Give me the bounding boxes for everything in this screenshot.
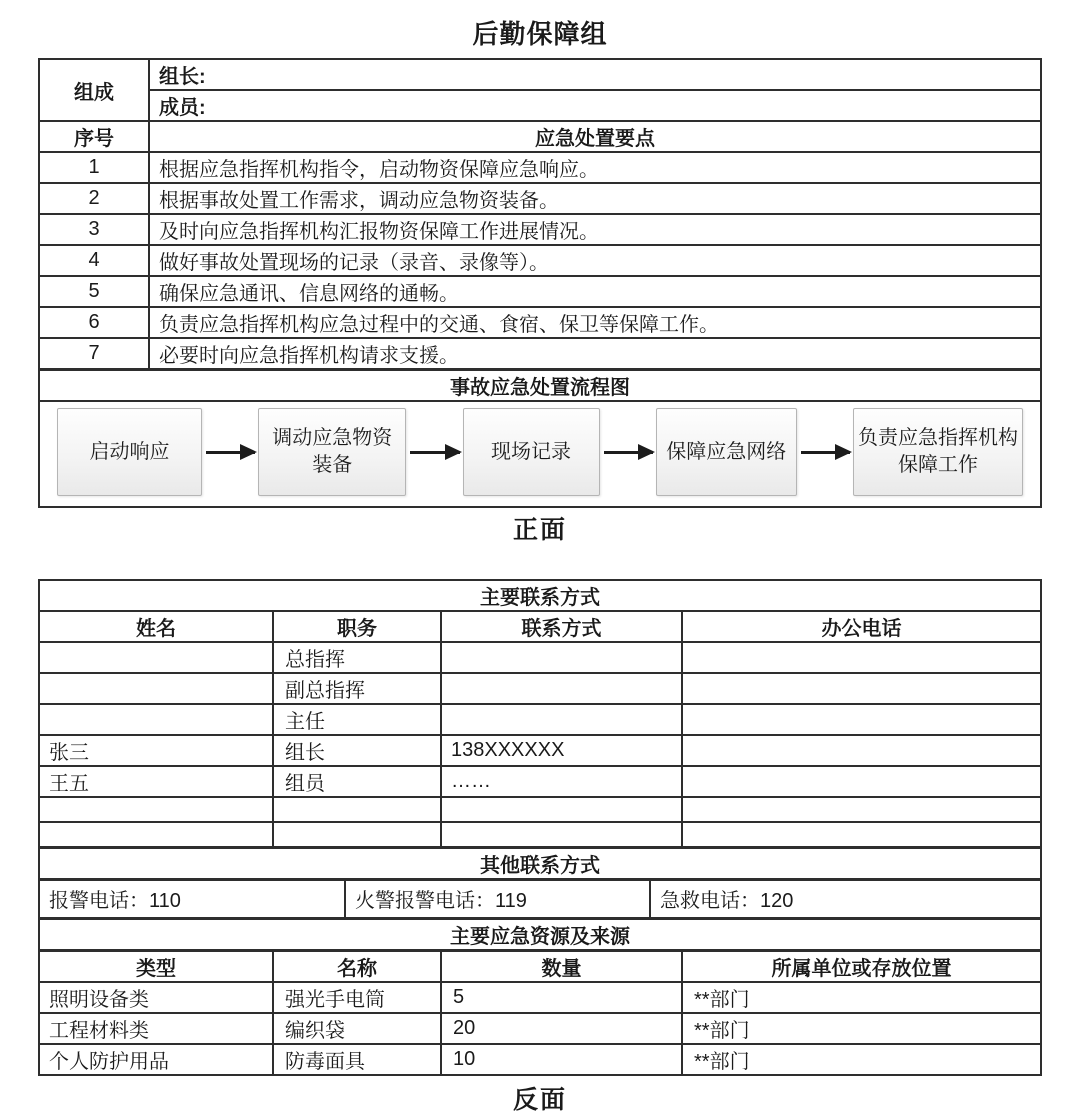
point-text: 做好事故处置现场的记录（录音、录像等）。: [149, 245, 1041, 276]
contact-role: [273, 797, 441, 822]
flow-step-mobilize-supplies: 调动应急物资 装备: [258, 408, 406, 496]
point-text: 负责应急指挥机构应急过程中的交通、食宿、保卫等保障工作。: [149, 307, 1041, 338]
back-side-label: 反面: [512, 1085, 567, 1114]
ambulance-phone: 急救电话：120: [649, 881, 1040, 917]
index-header: 序号: [39, 121, 149, 152]
resource-type: 照明设备类: [39, 982, 273, 1013]
resource-location: **部门: [682, 1044, 1041, 1075]
point-text: 根据事故处置工作需求，调动应急物资装备。: [149, 183, 1041, 214]
contact-office: [682, 735, 1041, 766]
contact-number: [441, 704, 682, 735]
flow-step-secure-network: 保障应急网络: [656, 408, 797, 496]
contact-name: [39, 642, 273, 673]
other-contacts-title-row: [39, 847, 1041, 879]
resource-location: **部门: [682, 982, 1041, 1013]
resource-row-3: [39, 1044, 1041, 1075]
col-header-name: 名称: [273, 950, 441, 982]
col-header-location: 所属单位或存放位置: [682, 950, 1041, 982]
flow-step-scene-record: 现场记录: [463, 408, 600, 496]
back-card-table: [38, 579, 1042, 1076]
leader-field: 组长:: [149, 59, 1041, 90]
contact-name: [39, 797, 273, 822]
point-no: 4: [39, 245, 149, 276]
point-no: 2: [39, 183, 149, 214]
front-card-table: [38, 58, 1042, 508]
point-no: 3: [39, 214, 149, 245]
contact-office: [682, 797, 1041, 822]
front-card-title: 后勤保障组: [472, 19, 608, 49]
resource-type: 工程材料类: [39, 1013, 273, 1044]
points-header-row: [39, 121, 1041, 152]
point-text: 必要时向应急指挥机构请求支援。: [149, 338, 1041, 370]
members-field: 成员:: [149, 90, 1041, 121]
flowchart-row: [39, 401, 1041, 507]
resource-qty: 10: [441, 1044, 682, 1075]
point-text: 及时向应急指挥机构汇报物资保障工作进展情况。: [149, 214, 1041, 245]
resources-title: 主要应急资源及来源: [39, 918, 1041, 950]
flowchart: [40, 402, 1040, 506]
contact-number: [441, 822, 682, 847]
contact-office: [682, 822, 1041, 847]
contact-number: 138XXXXXX: [441, 735, 682, 766]
col-header-office-phone: 办公电话: [682, 611, 1041, 642]
contact-name: 王五: [39, 766, 273, 797]
resource-row-1: [39, 982, 1041, 1013]
resources-header-row: [39, 950, 1041, 982]
contact-number: [441, 642, 682, 673]
flow-arrow-icon: [604, 451, 653, 454]
flow-arrow-icon: [206, 451, 255, 454]
contact-office: [682, 704, 1041, 735]
fire-phone: 火警报警电话：119: [344, 881, 649, 917]
contact-row-1: [39, 642, 1041, 673]
flow-step-support-command: 负责应急指挥机构 保障工作: [853, 408, 1023, 496]
col-header-name: 姓名: [39, 611, 273, 642]
point-text: 根据应急指挥机构指令，启动物资保障应急响应。: [149, 152, 1041, 183]
point-row-7: [39, 338, 1041, 370]
contact-row-3: [39, 704, 1041, 735]
contact-row-empty-1: [39, 797, 1041, 822]
contact-role: 组员: [273, 766, 441, 797]
contact-name: 张三: [39, 735, 273, 766]
contact-name: [39, 673, 273, 704]
emergency-phones-row: [39, 879, 1041, 918]
contact-name: [39, 704, 273, 735]
contact-row-2: [39, 673, 1041, 704]
contact-row-empty-2: [39, 822, 1041, 847]
resource-qty: 5: [441, 982, 682, 1013]
contact-role: 副总指挥: [273, 673, 441, 704]
contact-role: 总指挥: [273, 642, 441, 673]
resource-qty: 20: [441, 1013, 682, 1044]
col-header-contact: 联系方式: [441, 611, 682, 642]
composition-label: 组成: [39, 59, 149, 121]
point-row-3: [39, 214, 1041, 245]
front-side-label: 正面: [512, 516, 567, 544]
contact-role: [273, 822, 441, 847]
col-header-role: 职务: [273, 611, 441, 642]
contacts-title: 主要联系方式: [39, 580, 1041, 611]
emergency-phones: [40, 881, 1040, 917]
point-row-6: [39, 307, 1041, 338]
contact-role: 主任: [273, 704, 441, 735]
point-row-5: [39, 276, 1041, 307]
col-header-type: 类型: [39, 950, 273, 982]
point-no: 1: [39, 152, 149, 183]
resource-type: 个人防护用品: [39, 1044, 273, 1075]
contact-name: [39, 822, 273, 847]
point-no: 7: [39, 338, 149, 370]
resource-location: **部门: [682, 1013, 1041, 1044]
flow-arrow-icon: [801, 451, 850, 454]
contact-number: [441, 797, 682, 822]
resource-name: 强光手电筒: [273, 982, 441, 1013]
contact-office: [682, 642, 1041, 673]
flow-step-start-response: 启动响应: [57, 408, 202, 496]
police-phone: 报警电话：110: [49, 890, 181, 912]
flow-arrow-icon: [410, 451, 459, 454]
contacts-header-row: [39, 611, 1041, 642]
point-text: 确保应急通讯、信息网络的通畅。: [149, 276, 1041, 307]
point-no: 6: [39, 307, 149, 338]
contact-office: [682, 766, 1041, 797]
points-header: 应急处置要点: [149, 121, 1041, 152]
point-no: 5: [39, 276, 149, 307]
contact-row-4: [39, 735, 1041, 766]
point-row-2: [39, 183, 1041, 214]
composition-leader-row: [39, 59, 1041, 90]
flowchart-title-row: [39, 370, 1041, 402]
contact-office: [682, 673, 1041, 704]
col-header-quantity: 数量: [441, 950, 682, 982]
contact-role: 组长: [273, 735, 441, 766]
resource-row-2: [39, 1013, 1041, 1044]
resource-name: 编织袋: [273, 1013, 441, 1044]
contact-number: ……: [441, 766, 682, 797]
flowchart-title: 事故应急处置流程图: [39, 370, 1041, 402]
other-contacts-title: 其他联系方式: [39, 847, 1041, 879]
contact-number: [441, 673, 682, 704]
point-row-4: [39, 245, 1041, 276]
resource-name: 防毒面具: [273, 1044, 441, 1075]
composition-members-row: [39, 90, 1041, 121]
resources-title-row: [39, 918, 1041, 950]
point-row-1: [39, 152, 1041, 183]
contacts-title-row: [39, 580, 1041, 611]
contact-row-5: [39, 766, 1041, 797]
